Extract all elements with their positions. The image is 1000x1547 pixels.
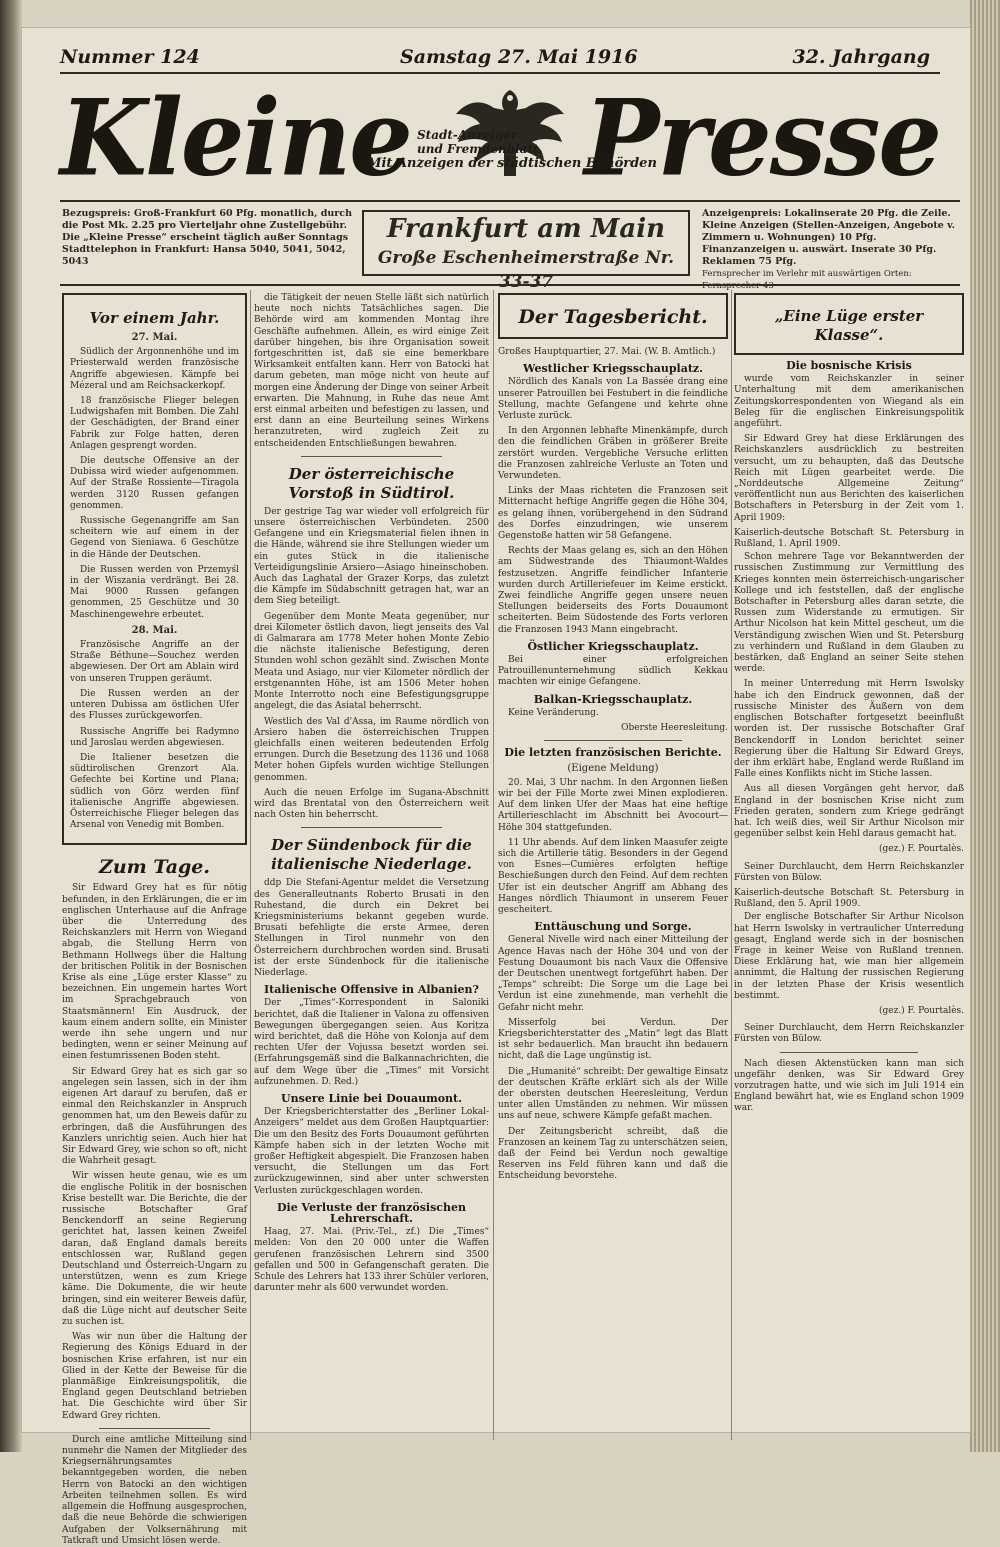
box-paragraph: Die deutsche Offensive an der Dubissa wird wieder aufgenommen. Auf der Straße Rossiente—Tiragola werden 3120 Russen gefangen genommen. — [70, 456, 239, 511]
signature: (gez.) F. Pourtalès. — [878, 1005, 964, 1016]
article-paragraph: Wir wissen heute genau, wie es um die englische Politik in der bosnischen Krise bestellt war. Die Berichte, die der russische Botschafter Graf Benckendorff an seine Regierung gerichtet hat, lassen keinen Zweifel daran, daß England damals bereits entschlossen war, Rußland gegen Deutschland und Österreich-Ungarn zu unterstützen, wenn es zum Kriege käme. Die Dokumente, die wir heute bringen, sind ein weiterer Beweis dafür, daß die Lüge nicht auf deutscher Seite zu suchen ist. — [62, 1171, 247, 1328]
newspaper-page — [22, 28, 970, 1546]
article-paragraph: Was wir nun über die Haltung der Regierung des Königs Eduard in der bosnischen Krise erfahren, ist nur ein Glied in der Kette der Beweise für die planmäßige Einkreisungspolitik, die England gegen Deutschland betrieben hat. Die Geschichte wird über Sir Edward Grey richten. — [62, 1332, 247, 1421]
article-paragraph: Der gestrige Tag war wieder voll erfolgreich für unsere österreichischen Verbündeten. 2500 Gefangene und ein Kriegsmaterial fielen ihnen in die Hände, während sie ihre Stellungen wieder um ein gutes Stück in die italienische Verteidigungslinie Arsiero—Asiago hineinschoben. Auch das Laghatal der Grazer Korps, das zuletzt die Kämpfe im Südabschnitt getragen hat, war an dem Sieg beteiligt. — [254, 506, 489, 607]
column-2 — [254, 293, 489, 1443]
article-paragraph: wurde vom Reichskanzler in seiner Unterhaltung mit dem amerikanischen Zeitungskorrespondenten von Wiegand als ein Beleg für die englischen Einkreisungspolitik angeführt. — [734, 374, 964, 430]
advertising-info — [702, 208, 962, 291]
article-paragraph: ddp Die Stefani-Agentur meldet die Versetzung des Generalleutnants Roberto Brusati in den Ruhestand, die durch ein Dekret bei Kriegsministeriums bekannt gegeben wurde. Brusati befehligte die erste Armee, deren Stellungen in Tirol nunmehr von den Österreichern durchbrochen worden sind. Brusati ist der erste Sündenbock für die italienische Niederlage. — [254, 878, 489, 978]
article-paragraph: Durch eine amtliche Mitteilung sind nunmehr die Namen der Mitglieder des Kriegsernährungsamtes bekanntgegeben worden, die neben Herrn von Batocki an den wichtigen Arbeiten teilnehmen sollen. Es wird allgemein die Hoffnung ausgesprochen, daß die neue Behörde die schwierigen Aufgaben der Volksernährung mit Tatkraft und Umsicht lösen werde. — [62, 1434, 247, 1546]
article-title: Italienische Offensive in Albanien? — [264, 983, 479, 997]
separator — [99, 1428, 210, 1429]
article-paragraph: Auch die neuen Erfolge im Sugana-Abschnitt wird das Brentatal von den Österreichern weit nach Osten hin beherrscht. — [254, 787, 489, 821]
report-paragraph: Links der Maas richteten die Franzosen seit Mitternacht heftige Angriffe gegen die Höhe 304, es gelang ihnen, vorübergehend in den Südrand des Dorfes einzudringen, wie unserem Gegenstoße hatten wir 58 Gefangene. — [498, 486, 728, 542]
article-paragraph: die Tätigkeit der neuen Stelle läßt sich natürlich heute noch nichts Tatsächliches sagen. Die Behörde wird am kommenden Montag ihre Geschäfte aufnehmen. Allein, es wird einige Zeit darüber hingehen, bis ihre Organisation soweit fortgeschritten ist, daß sie eine bemerkbare Wirksamkeit entfalten kann. Herr von Batocki hat darum gebeten, man möge nicht von heute auf morgen eine Änderung der Dinge von seiner Arbeit erwarten. Die Mahnung, in Ruhe das neue Amt erst einmal arbeiten und befestigen zu lassen, und erst dann an eine Beurteilung seines Wirkens heranzutreten, wird zugleich Zeit zu entscheidenden Entschließungen bewahren. — [254, 293, 489, 449]
dateline: Kaiserlich-deutsche Botschaft St. Petersburg in Rußland, den 5. April 1909. — [734, 887, 964, 910]
street-address: Große Eschenheimerstraße Nr. 33-37 — [377, 248, 675, 292]
subscription-price: Bezugspreis: Groß-Frankfurt 60 Pfg. monatlich, durch die Post Mk. 2.25 pro Vierteljahr ohne Zustellgebühr. Die „Kleine Presse“ erscheint täglich außer Sonntags — [62, 208, 352, 243]
column-divider — [493, 290, 494, 1440]
box-paragraph: Die Russen werden an der unteren Dubissa am östlichen Ufer des Flusses zurückgeworfen. — [70, 688, 239, 722]
masthead-top-line — [60, 46, 930, 72]
page-edge-stack — [970, 0, 1000, 1452]
dateline: Großes Hauptquartier, 27. Mai. (W. B. Amtlich.) — [498, 347, 716, 357]
addressee: Seiner Durchlaucht, dem Herrn Reichskanzler Fürsten von Bülow. — [734, 861, 964, 883]
article-title: Der österreichische Vorstoß in Südtirol. — [288, 464, 455, 502]
separator — [544, 740, 682, 741]
city-name: Frankfurt am Main — [386, 214, 666, 244]
section-title: Die letzten französischen Berichte. — [504, 746, 722, 760]
report-paragraph: Bei einer erfolgreichen Patrouillenunternehmung südlich Kekkau machten wir einige Gefangene. — [498, 655, 728, 688]
signature: Oberste Heeresleitung. — [621, 723, 728, 734]
report-paragraph: Rechts der Maas gelang es, sich an den Höhen am Südwestrande des Thiaumont-Waldes festzusetzen. Angriffe feindlicher Infanterie wurden durch Artilleriefeuer im Keime erstickt. Zwei feindliche Angriffe gegen unsere neuen Stellungen beiderseits des Forts Douaumont scheiterten. Beim Südostende des Forts verloren die Franzosen 1943 Mann eingebracht. — [498, 546, 728, 635]
article-title: Die Verluste der französischen Lehrerschaft. — [277, 1200, 466, 1226]
column-3 — [498, 293, 728, 1443]
title-word-right: Presse — [584, 76, 940, 200]
masthead-rule-bottom — [60, 200, 960, 202]
article-paragraph: Sir Edward Grey hat diese Erklärungen des Reichskanzlers ausdrücklich zu bestreiten versucht, um zu behaupten, daß das Deutsche Reich mit Lügen gearbeitet werde. Die „Norddeutsche Allgemeine Zeitung“ veröffentlicht nun aus Berichten des kaiserlichen Botschafters in Petersburg in der Zeit vom 1. April 1909: — [734, 434, 964, 523]
box-paragraph: Französische Angriffe an der Straße Béthune—Souchez werden abgewiesen. Der Ort am Ablain wird von unseren Truppen geräumt. — [70, 640, 239, 684]
article-paragraph: Nach diesen Aktenstücken kann man sich ungefähr denken, was Sir Edward Grey vorzutragen hatte, und wie sich im Juli 1914 ein England bewährt hat, wie es England schon 1909 war. — [734, 1058, 964, 1114]
article-paragraph: Der „Times“-Korrespondent in Saloniki berichtet, daß die Italiener in Valona zu offensiven Bewegungen übergegangen seien. Aus Korițza wird berichtet, daß die Höhe von Kolonja auf dem rechten Ufer der Vojussa besetzt worden sei. (Erfahrungsgemäß sind die Balkannachrichten, die auf dem Wege über die „Times“ mit Vorsicht aufzunehmen. D. Red.) — [254, 998, 489, 1087]
masthead-rule-top — [60, 72, 940, 74]
subtitle-line-1: Stadt-Anzeiger — [417, 128, 518, 142]
report-paragraph: General Nivelle wird nach einer Mitteilung der Agence Havas nach der Höhe 304 und von der Festung Douaumont bis nach Vaux die Offensive der Deutschen unentwegt fortgeführt haben. Der „Temps“ schreibt: Die Sorge um die Lage bei Verdun ist eine zunehmende, man verhehlt die Gefahr nicht mehr. — [498, 935, 728, 1013]
separator — [780, 1052, 918, 1053]
addressee: Seiner Durchlaucht, dem Herrn Reichskanzler Fürsten von Bülow. — [734, 1023, 964, 1045]
article-title: Zum Tage. — [98, 856, 211, 879]
masthead-subtitle-authorities: Mit Anzeigen der städtischen Behörden — [367, 156, 657, 171]
report-paragraph: Der Zeitungsbericht schreibt, daß die Franzosen an keinem Tag zu unterschätzen seien, daß der Feind bei Verdun noch gewaltige Reserven ins Feld führen kann und daß die Entscheidung bevorstehe. — [498, 1126, 728, 1182]
article-paragraph: Haag, 27. Mai. (Priv.-Tel., zf.) Die „Times“ melden: Von den 20 000 unter die Waffen gerufenen französischen Lehrern sind 3500 gefallen und 500 in Gefangenschaft geraten. Die Schule des Lehrers hat 133 ihrer Schüler verloren, darunter mehr als 600 verwundet worden. — [254, 1227, 489, 1294]
box-paragraph: Südlich der Argonnenhöhe und im Priesterwald werden französische Angriffe abgewiesen. Kämpfe bei Mézeral und am Reichsackerkopf. — [70, 347, 239, 391]
report-paragraph: Die „Humanité“ schreibt: Der gewaltige Einsatz der deutschen Kräfte erklärt sich als der Wille der obersten deutschen Heeresleitung, Verdun unter allen Umständen zu nehmen. Wir müssen uns auf neue, schwere Kämpfe gefaßt machen. — [498, 1066, 728, 1122]
article-paragraph: Westlich des Val d'Assa, im Raume nördlich von Arsiero haben die österreichischen Truppen gleichfalls einen weiteren bedeutenden Erfolg errungen. Durch die Besetzung des 1136 und 1068 Meter hohen Gipfels wurden wichtige Stellungen genommen. — [254, 716, 489, 783]
binding-spine — [0, 0, 22, 1452]
report-paragraph: 11 Uhr abends. Auf dem linken Maasufer zeigte sich die Artillerie tätig. Besonders in der Gegend von Esnes—Cumières erfolgten heftige Beschießungen durch den Feind. Auf dem rechten Ufer ist ein deutscher Angriff am Abhang des Hanges nördlich Thiaumont in unserem Feuer gescheitert. — [498, 837, 728, 915]
column-4 — [734, 293, 964, 1443]
article-title: Der Sündenbock für die italienische Niederlage. — [271, 836, 472, 874]
advertising-price: Anzeigenpreis: Lokalinserate 20 Pfg. die Zeile. Kleine Anzeigen (Stellen-Anzeigen, Angebote v. Zimmern u. Wohnungen) 10 Pfg. Finanzanzeigen u. auswärt. Inserate 30 Pfg. Reklamen 75 Pfg. — [702, 208, 955, 267]
box-paragraph: Russische Gegenangriffe am San scheitern wie auf einem in der Gegend von Sieniawa. 6 Geschütze in die Hände der Deutschen. — [70, 516, 239, 560]
lie-article-box — [734, 293, 964, 355]
long-distance-telephone: Fernsprecher im Verlehr mit auswärtigen Orten: Fernsprecher 43 — [702, 269, 912, 291]
daily-report-title: Der Tagesbericht. — [518, 306, 708, 328]
report-paragraph: Keine Veränderung. — [508, 707, 599, 718]
volume-year: 32. Jahrgang — [792, 46, 930, 68]
article-paragraph: Der englische Botschafter Sir Arthur Nicolson hat Herrn Iswolsky in vertraulicher Unterredung gesagt, England werde sich in der bosnischen Frage in keiner Weise von Rußland trennen. Diese Erklärung hat, wie man hier allgemein annimmt, die Haltung der russischen Regierung in der letzten Phase der Krisis wesentlich bestimmt. — [734, 912, 964, 1001]
dateline: Kaiserlich-deutsche Botschaft St. Petersburg in Rußland, 1. April 1909. — [734, 527, 964, 550]
report-paragraph: 20. Mai, 3 Uhr nachm. In den Argonnen ließen wir bei der Fille Morte zwei Minen explodieren. Auf dem linken Ufer der Maas hat eine heftige Artillerieschlacht im Abschnitt bei Avocourt—Höhe 304 stattgefunden. — [498, 777, 728, 833]
article-paragraph: Schon mehrere Tage vor Bekanntwerden der russischen Zustimmung zur Vermittlung des Krieges konnten mein österreichisch-ungarischer Kollege und ich feststellen, daß der englische Botschafter in Petersburg alles daran setzte, die Russen zum Widerstande zu ermutigen. Sir Arthur Nicolson hat kein Mittel gescheut, um die Verständigung zwischen Wien und St. Petersburg zu verhindern und Rußland in dem Glauben zu bestärken, daß England an seiner Seite stehen werde. — [734, 552, 964, 675]
article-paragraph: Sir Edward Grey hat es sich gar so angelegen sein lassen, sich in der ihm eigenen Art darauf zu berufen, daß er einmal den Reichskanzler in Anspruch genommen hat, um den Beweis dafür zu erbringen, daß die Ausführungen des Kanzlers unrichtig seien. Auch hier hat Sir Edward Grey, wie schon so oft, nicht die Wahrheit gesagt. — [62, 1066, 247, 1167]
city-box — [362, 210, 690, 292]
article-paragraph: Gegenüber dem Monte Meata gegenüber, nur drei Kilometer östlich davon, liegt jenseits des Val di Galmarara am 1778 Meter hohen Monte Zebio die nächste italienische Befestigung, deren Stunden wohl schon gezählt sind. Zwischen Monte Meata und Asiago, nur vier Kilometer nördlich der erstgenannten Höhe, ist am 1506 Meter hohen Monte Interrotto noch eine Befestigungsgruppe angelegt, die das Asiatal beherrscht. — [254, 611, 489, 712]
header-rule — [60, 284, 960, 286]
box-paragraph: Russische Angriffe bei Radymno und Jaroslau werden abgewiesen. — [70, 726, 239, 748]
box-date: 28. Mai. — [131, 624, 178, 636]
section-title: Östlicher Kriegsschauplatz. — [527, 639, 699, 653]
article-paragraph: Aus all diesen Vorgängen geht hervor, daß England in der bosnischen Krise nicht zum Frieden geraten, sondern zum Kriege gedrängt hat. Ich weiß dies, weil Sir Arthur Nicolson mir gegenüber selbst kein Hehl daraus gemacht hat. — [734, 784, 964, 840]
masthead-subtitle — [417, 128, 717, 156]
column-divider — [250, 290, 251, 1440]
box-date: 27. Mai. — [131, 332, 178, 343]
separator — [301, 456, 442, 457]
article-title: „Eine Lüge erster Klasse“. — [774, 307, 924, 344]
report-paragraph: Nördlich des Kanals von La Bassée drang eine unserer Patrouillen bei Festubert in die feindliche Stellung, machte Gefangene und kehrte ohne Verluste zurück. — [498, 377, 728, 422]
section-title: Balkan-Kriegsschauplatz. — [533, 692, 693, 706]
issue-number: Nummer 124 — [60, 46, 200, 68]
article-title: Unsere Linie bei Douaumont. — [281, 1091, 462, 1105]
daily-report-box — [498, 293, 728, 339]
section-title: Enttäuschung und Sorge. — [534, 920, 692, 934]
title-word-left: Kleine — [60, 76, 411, 200]
article-subtitle: Die bosnische Krisis — [786, 359, 912, 372]
box-paragraph: Die Italiener besetzen die südtirolischen Grenzort Ala. Gefechte bei Kortine und Plana; südlich von Görz werden fünf italienische Angriffe abgewiesen. Österreichische Flieger belegen das Arsenal von Venedig mit Bomben. — [70, 752, 239, 831]
box-paragraph: 18 französische Flieger belegen Ludwigshafen mit Bomben. Die Zahl der Geschädigten, der Brand einer Fabrik zur Folge hatten, deren Anlagen gesprengt worden. — [70, 396, 239, 451]
column-1 — [62, 293, 247, 1546]
separator — [301, 827, 442, 828]
box-title: Vor einem Jahr. — [89, 309, 220, 327]
article-paragraph: In meiner Unterredung mit Herrn Iswolsky habe ich den Eindruck gewonnen, daß der russische Minister des Äußern von dem englischen Botschafter fortgesetzt beeinflußt worden ist. Der russische Botschafter Graf Benckendorff in London berichtet seiner Regierung über die Haltung Sir Edward Greys, der ihm erklärt habe, England werde Rußland im Falle eines Konflikts nicht im Stiche lassen. — [734, 679, 964, 780]
report-paragraph: In den Argonnen lebhafte Minenkämpfe, durch den die feindlichen Gräben in größerer Breite zerstört wurden. Vergebliche Versuche erlitten die Franzosen zahlreiche Verluste an Toten und Verwundeten. — [498, 426, 728, 482]
subtitle-line-2: und Fremdenblatt. — [417, 142, 543, 156]
box-paragraph: Die Russen werden von Przemyśl in der Wiszania verdrängt. Bei 28. Mai 9000 Russen gefangen genommen, 25 Geschütze und 30 Maschinengewehre erbeutet. — [70, 564, 239, 620]
city-telephone: Stadttelephon in Frankfurt: Hansa 5040, 5041, 5042, 5043 — [62, 244, 346, 267]
report-paragraph: Misserfolg bei Verdun. Der Kriegsberichterstatter des „Matin“ legt das Blatt ist sehr bedauerlich. Man braucht ihn bedauern nicht, daß die Lage ungünstig ist. — [498, 1017, 728, 1062]
section-title: Westlicher Kriegsschauplatz. — [523, 362, 703, 376]
signature: (gez.) F. Pourtalès. — [878, 844, 964, 855]
one-year-ago-box — [62, 293, 247, 845]
section-subtitle: (Eigene Meldung) — [567, 762, 659, 774]
column-divider — [731, 290, 732, 1440]
issue-date: Samstag 27. Mai 1916 — [400, 46, 638, 68]
article-paragraph: Der Kriegsberichterstatter des „Berliner Lokal-Anzeigers“ meldet aus dem Großen Hauptquartier: Die um den Besitz des Forts Douaumont geführten Kämpfe haben sich in der letzten Woche mit großer Heftigkeit abgespielt. Die Franzosen haben versucht, die Stellungen um das Fort zurückzugewinnen, sind aber unter schwersten Verlusten zurückgeschlagen worden. — [254, 1107, 489, 1196]
subscription-info — [62, 208, 352, 278]
article-paragraph: Sir Edward Grey hat es für nötig befunden, in den Erklärungen, die er im englischen Unterhause auf die Anfrage über die Unterredung des Reichskanzlers mit Herrn von Wiegand abgab, die Stellung Herrn von Bethmann Hollwegs über die Haltung der britischen Politik in der Bosnischen Krise als eine „Lüge erster Klasse“ zu bezeichnen. Ein ungemein hartes Wort im Sprachgebrauch von Staatsmännern! Ein Ausdruck, der kaum einem andern sollte, ein Minister werde ihn sehe ungern und nur bedingten, wenn er seiner Meinung auf einen festumrissenen Boden steht. — [62, 883, 247, 1062]
